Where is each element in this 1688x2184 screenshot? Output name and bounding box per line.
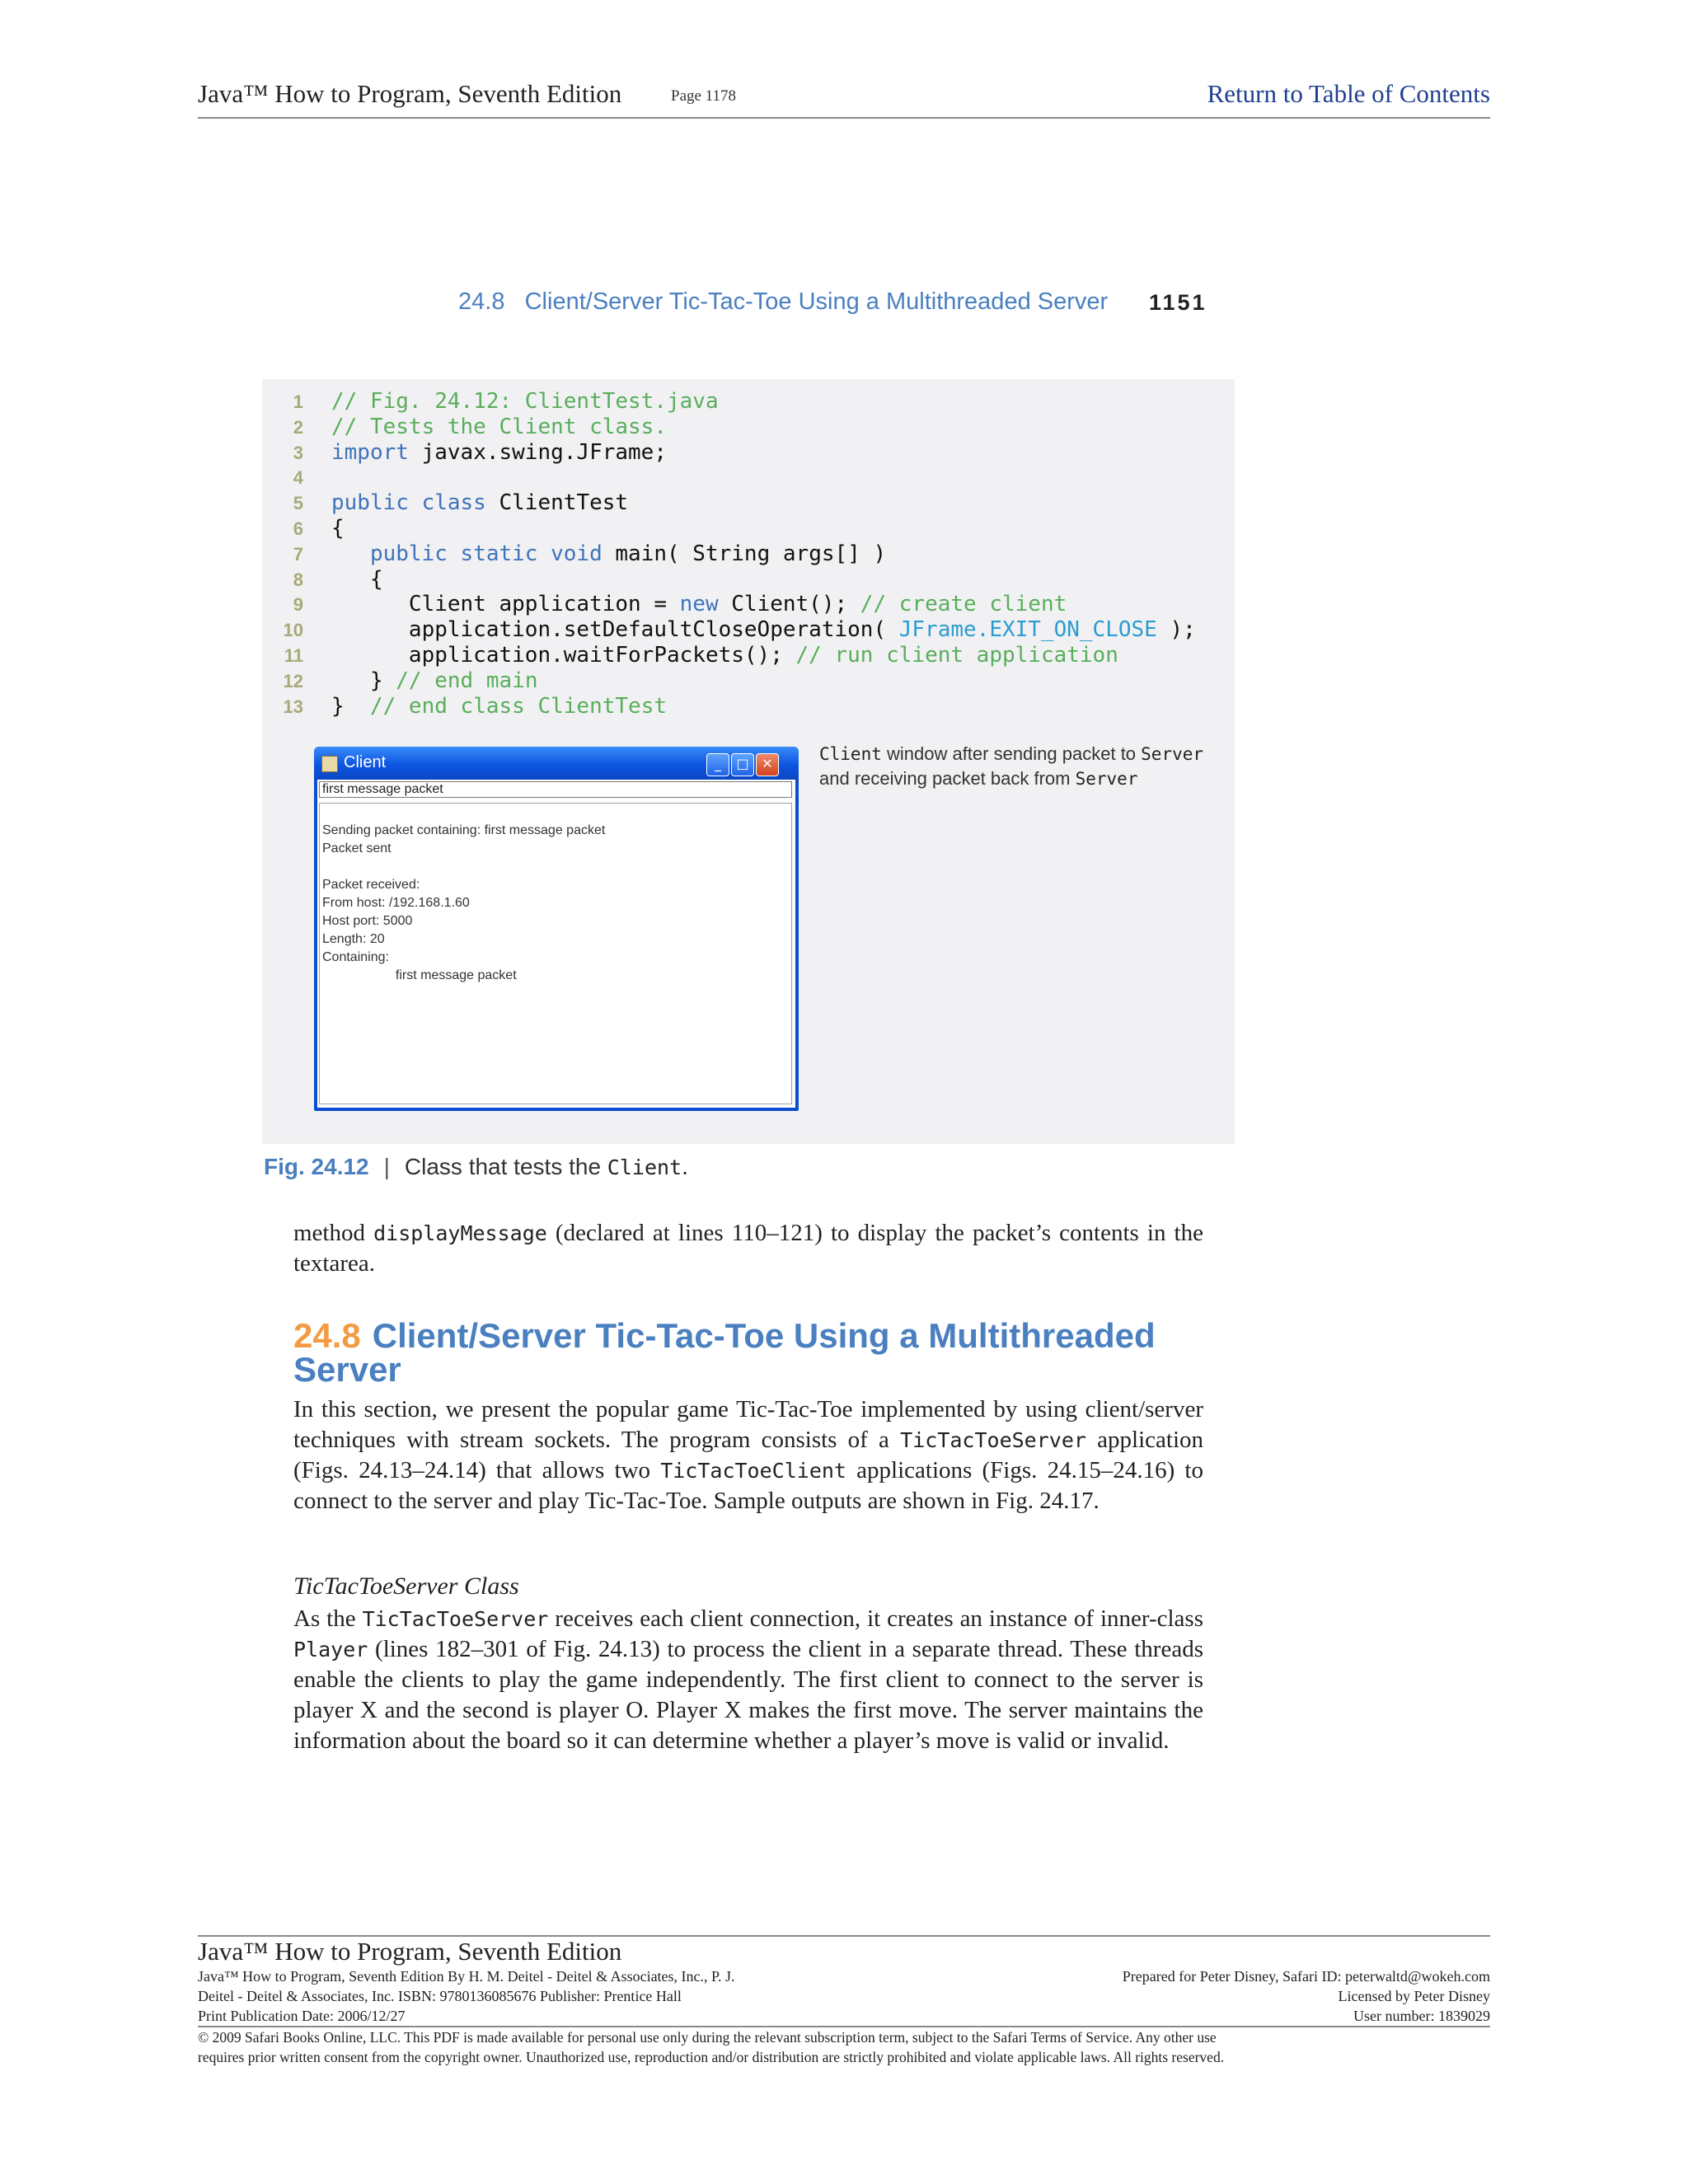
paragraph-intro bbox=[293, 1394, 1203, 1516]
header-page-label: Page 1178 bbox=[671, 87, 736, 105]
client-window bbox=[314, 747, 799, 1111]
footer-book-title: Java™ How to Program, Seventh Edition bbox=[198, 1937, 622, 1966]
maximize-button[interactable]: □ bbox=[731, 753, 754, 776]
code-segment: // create client bbox=[860, 592, 1067, 617]
footer-line-1-right: Prepared for Peter Disney, Safari ID: peterwaltd@wokeh.com bbox=[1122, 1968, 1490, 1985]
code-text bbox=[331, 567, 383, 593]
line-number: 8 bbox=[293, 569, 303, 590]
code-segment: { bbox=[331, 566, 383, 592]
para3-code-2: Player bbox=[293, 1638, 368, 1661]
caption-label: Fig. 24.12 bbox=[264, 1154, 369, 1179]
figure-callout bbox=[819, 742, 1207, 791]
code-segment: application.waitForPackets(); bbox=[331, 643, 796, 668]
code-segment: main( String args[] ) bbox=[602, 541, 887, 566]
para2-code-1: TicTacToeServer bbox=[900, 1428, 1086, 1452]
code-segment: Client(); bbox=[718, 592, 860, 617]
code-text bbox=[331, 592, 1067, 617]
window-titlebar[interactable] bbox=[314, 747, 799, 780]
subheading: TicTacToeServer Class bbox=[293, 1572, 519, 1600]
code-segment: public static void bbox=[369, 541, 603, 566]
code-segment: // run client application bbox=[795, 643, 1118, 668]
para2-text-2: application (Figs. 24.13–24.14) that allows two bbox=[293, 1427, 1204, 1483]
output-line: first message packet bbox=[322, 968, 517, 982]
output-line: Length: 20 bbox=[322, 932, 385, 946]
code-segment: // Fig. 24.12: ClientTest.java bbox=[331, 389, 719, 414]
footer-line-3-right: User number: 1839029 bbox=[1353, 2008, 1490, 2024]
toc-link[interactable]: Return to Table of Contents bbox=[1207, 79, 1490, 108]
line-number: 10 bbox=[283, 620, 303, 641]
output-line: Containing: bbox=[322, 950, 389, 964]
code-text bbox=[331, 541, 886, 567]
line-number: 1 bbox=[293, 391, 303, 412]
code-text bbox=[331, 490, 628, 516]
line-number: 9 bbox=[293, 594, 303, 616]
code-text bbox=[331, 668, 537, 694]
code-segment: application.setDefaultCloseOperation( bbox=[331, 617, 899, 643]
running-head-page-number: 1151 bbox=[1149, 290, 1207, 315]
message-input[interactable]: first message packet bbox=[319, 781, 792, 798]
line-number: 13 bbox=[283, 696, 303, 717]
caption-code: Client bbox=[607, 1155, 682, 1179]
callout-server-code: Server bbox=[1141, 744, 1204, 764]
paragraph-server-class bbox=[293, 1604, 1203, 1756]
window-content bbox=[317, 780, 795, 1108]
para3-text-3: (lines 182–301 of Fig. 24.13) to process the client in a separate thread. These threads enable the clients to play the game independently. The first client to connect to the server is player X and the second is player O. Player X makes the first move. The server maintains the information about the board so it can determine whether a player’s move is valid or invalid. bbox=[293, 1636, 1203, 1754]
code-segment: JFrame.EXIT_ON_CLOSE bbox=[898, 617, 1157, 643]
line-number: 2 bbox=[293, 416, 303, 438]
code-text bbox=[331, 516, 345, 541]
output-line: Host port: 5000 bbox=[322, 914, 413, 928]
footer-line-2-right: Licensed by Peter Disney bbox=[1338, 1988, 1490, 2004]
code-text bbox=[331, 617, 1196, 643]
section-heading bbox=[293, 1316, 1208, 1389]
code-segment: } bbox=[331, 668, 396, 693]
code-text bbox=[331, 694, 667, 719]
line-number: 6 bbox=[293, 518, 303, 539]
footer-copyright-2: requires prior written consent from the copyright owner. Unauthorized use, reproduction and/or distribution are strictly prohibited and violate applicable laws. All rights reserved. bbox=[198, 2049, 1225, 2065]
output-textarea[interactable] bbox=[319, 803, 792, 1104]
callout-client-code: Client bbox=[819, 744, 882, 764]
footer-line-3-left: Print Publication Date: 2006/12/27 bbox=[198, 2008, 406, 2024]
para2-text-3: applications (Figs. 24.15–24.16) to connect to the server and play Tic-Tac-Toe. Sample outputs are shown in Fig. 24.17. bbox=[293, 1457, 1203, 1514]
close-button[interactable]: ✕ bbox=[756, 753, 779, 776]
caption-separator: | bbox=[383, 1154, 390, 1179]
line-number: 5 bbox=[293, 493, 303, 514]
code-text bbox=[331, 643, 1118, 668]
para1-text-1: method bbox=[293, 1220, 374, 1246]
footer-line-1-left: Java™ How to Program, Seventh Edition By H. M. Deitel - Deitel & Associates, Inc., P. J. bbox=[198, 1968, 735, 1985]
paragraph-display-message bbox=[293, 1218, 1203, 1279]
line-number: 3 bbox=[293, 442, 303, 463]
section-number: 24.8 bbox=[293, 1316, 361, 1355]
code-segment: // end main bbox=[396, 668, 538, 693]
para2-code-2: TicTacToeClient bbox=[660, 1459, 846, 1483]
section-title: Client/Server Tic-Tac-Toe Using a Multithreaded Server bbox=[293, 1316, 1156, 1389]
page-header bbox=[198, 76, 1490, 119]
footer-copyright-1: © 2009 Safari Books Online, LLC. This PDF is made available for personal use only during the relevant subscription term, subject to the Safari Terms of Service. Any other use bbox=[198, 2029, 1217, 2046]
para1-code: displayMessage bbox=[373, 1221, 547, 1245]
code-segment: } bbox=[331, 693, 370, 719]
callout-text-2: and receiving packet back from bbox=[819, 768, 1076, 789]
code-segment: new bbox=[679, 592, 719, 617]
caption-end: . bbox=[682, 1154, 688, 1179]
code-segment: // end class ClientTest bbox=[369, 693, 667, 719]
output-line: Packet received: bbox=[322, 878, 420, 892]
footer-line-2-left: Deitel - Deitel & Associates, Inc. ISBN: 9780136085676 Publisher: Prentice Hall bbox=[198, 1988, 682, 2004]
code-text bbox=[331, 415, 667, 440]
code-segment: javax.swing.JFrame; bbox=[408, 439, 667, 465]
code-segment: import bbox=[331, 439, 409, 465]
line-number: 4 bbox=[293, 467, 303, 489]
para2-text-1: In this section, we present the popular game Tic-Tac-Toe implemented by using client/server techniques with stream sockets. The program consists of a bbox=[293, 1396, 1203, 1453]
para3-code-1: TicTacToeServer bbox=[362, 1607, 549, 1631]
output-line: Sending packet containing: first message packet bbox=[322, 823, 606, 837]
callout-server-code-2: Server bbox=[1075, 769, 1138, 789]
code-segment: // Tests the Client class. bbox=[331, 414, 667, 439]
code-text bbox=[331, 389, 719, 415]
running-head-title: 24.8 Client/Server Tic-Tac-Toe Using a Multithreaded Server bbox=[458, 288, 1109, 315]
minimize-button[interactable]: _ bbox=[706, 753, 729, 776]
line-number: 11 bbox=[284, 645, 303, 666]
output-line: From host: /192.168.1.60 bbox=[322, 896, 470, 910]
code-text bbox=[331, 440, 667, 466]
code-segment: ClientTest bbox=[485, 490, 629, 516]
caption-text: Class that tests the bbox=[404, 1154, 607, 1179]
line-number: 7 bbox=[293, 543, 303, 565]
para3-text-2: receives each client connection, it creates an instance of inner-class bbox=[548, 1605, 1203, 1632]
callout-text-1: window after sending packet to bbox=[881, 743, 1142, 764]
output-line: Packet sent bbox=[322, 841, 392, 855]
java-cup-icon bbox=[321, 756, 338, 772]
para1-text-2: (declared at lines 110–121) to display the packet’s contents in the textarea. bbox=[293, 1220, 1203, 1277]
header-book-title: Java™ How to Program, Seventh Edition bbox=[198, 79, 622, 108]
code-segment: ); bbox=[1156, 617, 1196, 643]
window-title: Client bbox=[344, 753, 387, 771]
code-segment: { bbox=[331, 516, 345, 541]
code-segment: public class bbox=[331, 490, 486, 516]
para3-text-1: As the bbox=[293, 1605, 363, 1632]
line-number: 12 bbox=[283, 670, 303, 691]
figure-caption bbox=[264, 1154, 688, 1180]
code-segment: Client application = bbox=[331, 592, 680, 617]
code-segment bbox=[331, 541, 370, 566]
